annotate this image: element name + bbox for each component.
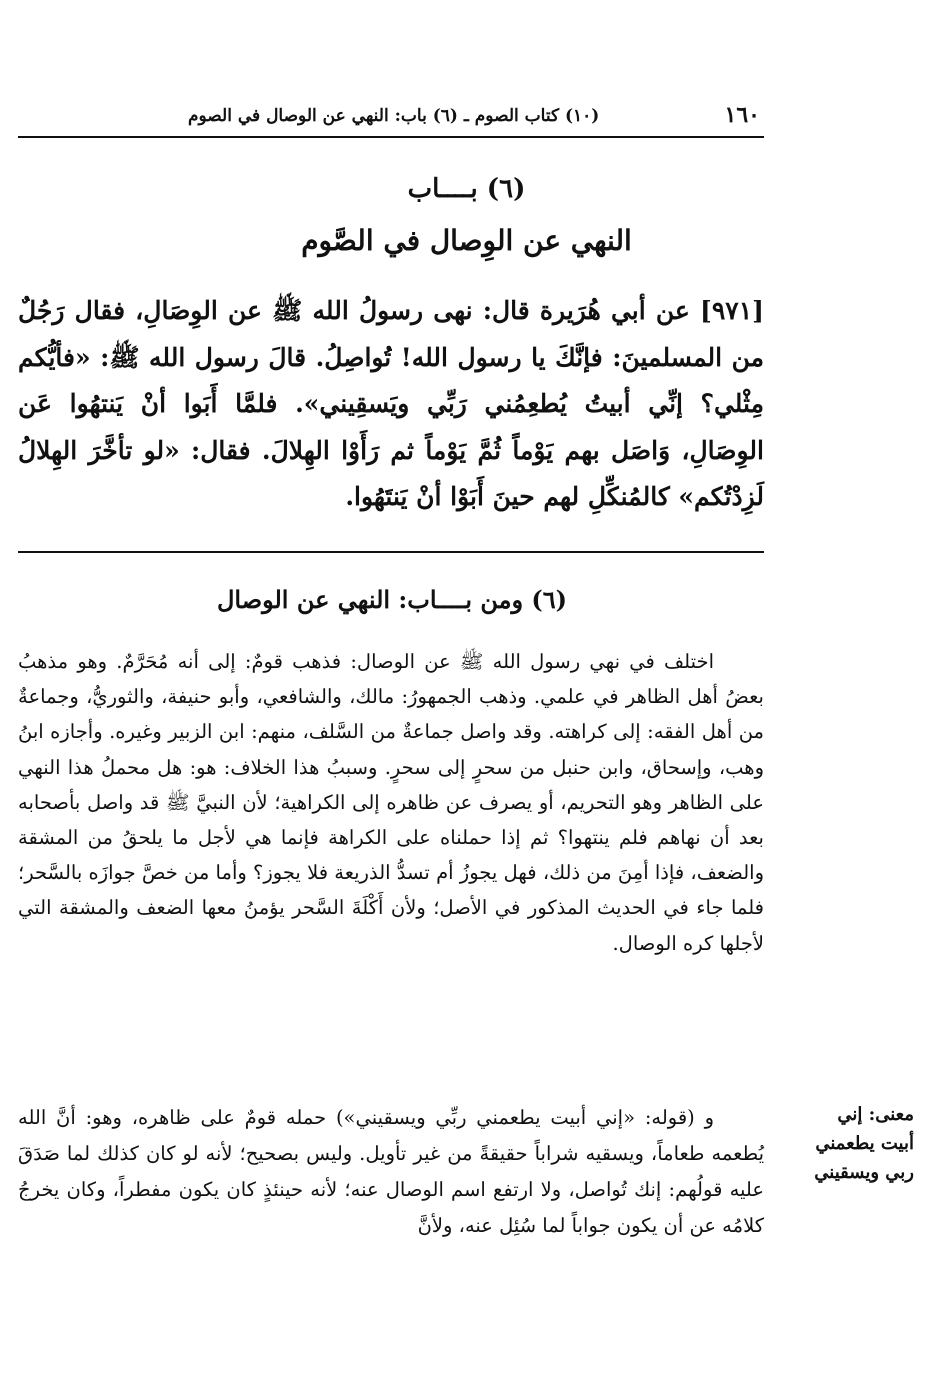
hadith-text: [٩٧١] عن أبي هُرَيرة قال: نهى رسولُ الله ﷺ عن الوِصَالِ، فقال رَجُلٌ من المسلمينَ: فإنَّكَ يا رسول الله! تُواصِلُ. قالَ رسول الله ﷺ: «فأيُّكم مِثْلي؟ إنِّي أبيتُ يُطعِمُني رَبِّي ويَسقِيني». فلمَّا أَبَوا أنْ يَنتهُوا عَن الوِصَالِ، وَاصَل بهم يَوْماً ثُمَّ يَوْماً ثم رَأَوْا الهِلالَ. فقال: «لو تأخَّرَ الهِلالُ لَزِدْتُكم» كالمُنكِّلِ لهم حينَ أَبَوْا أنْ يَنتَهُوا. xyxy=(18,296,764,511)
margin-note-line: ربي ويسقيني xyxy=(814,1162,914,1183)
page-number: ١٦٠ xyxy=(724,102,760,128)
section-separator xyxy=(18,551,764,553)
commentary-title: (٦) ومن بــــاب: النهي عن الوصال xyxy=(216,585,568,614)
note-body xyxy=(18,1100,764,1244)
running-head: (١٠) كتاب الصوم ـ (٦) باب: النهي عن الوصال في الصوم xyxy=(188,106,600,126)
chapter-title: النهي عن الوِصال في الصَّوم xyxy=(301,224,632,257)
page-header xyxy=(18,96,764,138)
margin-note-line: أبيت يطعمني xyxy=(815,1133,914,1154)
margin-note xyxy=(784,1100,914,1187)
chapter-label: (٦) بــــاب xyxy=(407,174,526,204)
note-paragraph: و (قوله: «إني أبيت يطعمني ربِّي ويسقيني») حمله قومٌ على ظاهره، وهو: أنَّ الله يُطعمه طعاماً، ويسقيه شراباً حقيقةً من غير تأويل. وليس بصحيح؛ لأنه لو كان كذلك لما صَدَقَ عليه قولُهم: إنك تُواصل، ولا ارتفع اسم الوصال عنه؛ لأنه حينئذٍ كان يكون مفطراً، وكان يخرجُ كلامُه عن أن يكون جواباً لما سُئِل عنه، ولأنَّ xyxy=(18,1106,764,1237)
margin-note-line: معنى: إني xyxy=(837,1104,914,1125)
commentary-paragraph: اختلف في نهي رسول الله ﷺ عن الوصال: فذهب قومٌ: إلى أنه مُحَرَّمٌ. وهو مذهبُ بعضُ أهل الظاهر في علمي. وذهب الجمهورُ: مالك، والشافعي، وأبو حنيفة، والثوريُّ، وجماعةٌ من أهل الفقه: إلى كراهته. وقد واصل جماعةٌ من السَّلف، منهم: ابن الزبير وغيره. وأجازه ابنُ وهب، وإسحاق، وابن حنبل من سحرٍ إلى سحرٍ. وسببُ هذا الخلاف: هو: هل محملُ هذا النهي على الظاهر وهو التحريم، أو يصرف عن ظاهره إلى الكراهية؛ لأن النبيَّ ﷺ قد واصل بأصحابه بعد أن نهاهم فلم ينتهوا؟ ثم إذا حملناه على الكراهة فإنما هي لأجل ما يلحقُ من المشقة والضعف، فإذا أمِنَ من ذلك، فهل يجوزُ أم تسدُّ الذريعة فلا يجوز؟ وأما من خصَّ جوازَه بالسَّحر؛ فلما جاء في الحديث المذكور في الأصل؛ ولأن أَكْلَةَ السَّحر يؤمنُ معها الضعف والمشقة التي لأجلها كره الوصال. xyxy=(18,650,764,955)
commentary-body xyxy=(18,644,764,961)
